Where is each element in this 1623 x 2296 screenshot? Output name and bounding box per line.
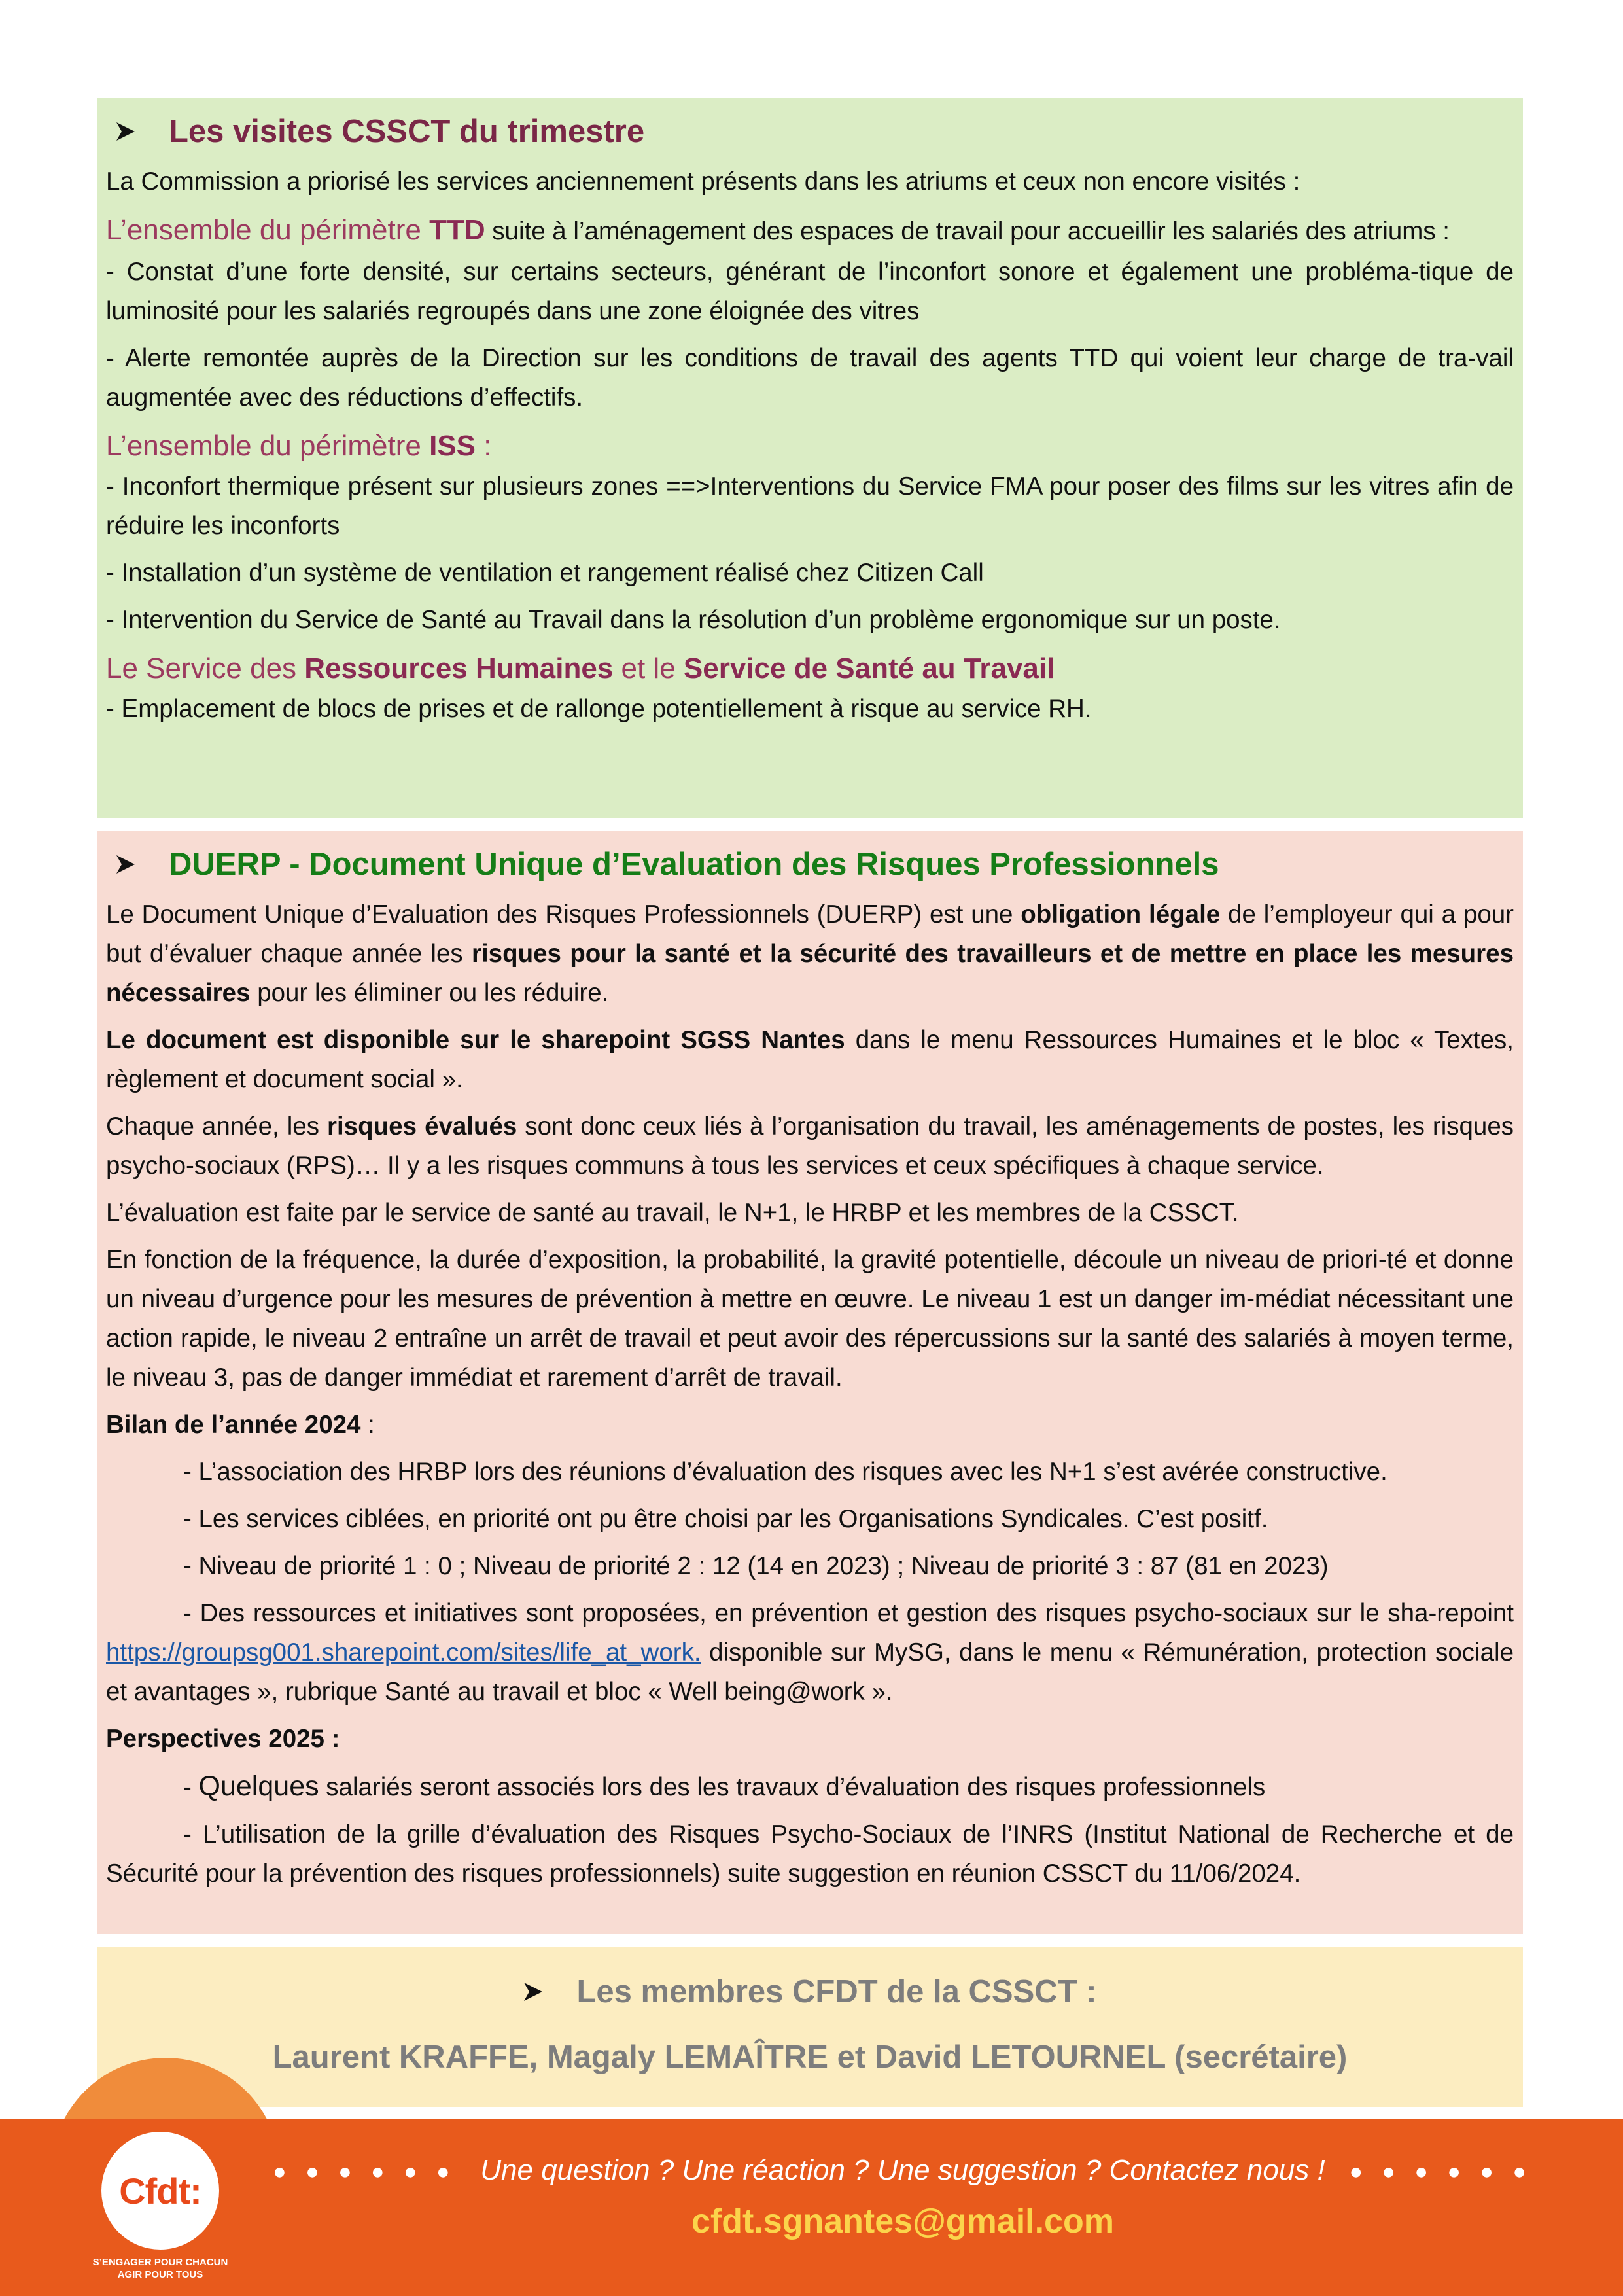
ttd-heading: L’ensemble du périmètre TTD suite à l’aménagement des espaces de travail pour accueillir les salariés des atriums : (106, 214, 1450, 246)
bilan-item: - Des ressources et initiatives sont proposées, en prévention et gestion des risques psycho-sociaux sur le sha-repoint https://groupsg001.sharepoint.com/sites/life_at_work. disponible sur MySG, dans le menu « Rémunération, protection sociale et avantages », rubrique Santé au travail et bloc « Well being@work ». (106, 1599, 1514, 1706)
section-membres (97, 1947, 1523, 2107)
duerp-paragraph-5: En fonction de la fréquence, la durée d’exposition, la probabilité, la gravité potentielle, découle un niveau de priori-té et donne un niveau d’urgence pour les mesures de prévention à mettre en œuvre. Le niveau 1 est un danger im-médiat nécessitant une action rapide, le niveau 2 entraîne un arrêt de travail et peut avoir des répercussions sur la santé des salariés à moyen terme, le niveau 3, pas de danger immédiat et rarement d’arrêt de travail. (106, 1246, 1514, 1392)
perspectives-item: - Quelques salariés seront associés lors des les travaux d’évaluation des risques professionnels (183, 1771, 1266, 1802)
duerp-paragraph-3: Chaque année, les risques évalués sont donc ceux liés à l’organisation du travail, les aménagements de postes, les risques psycho-sociaux (RPS)… Il y a les risques communs à tous les services et ceux spécifiques à chaque service. (106, 1112, 1514, 1180)
cfdt-logo-text: Cfdt: (119, 2170, 201, 2212)
bilan-item: - Niveau de priorité 1 : 0 ; Niveau de priorité 2 : 12 (14 en 2023) ; Niveau de priorité 3 : 87 (81 en 2023) (183, 1552, 1329, 1580)
duerp-paragraph-1: Le Document Unique d’Evaluation des Risques Professionnels (DUERP) est une obligation légale de l’employeur qui a pour but d’évaluer chaque année les risques pour la santé et la sécurité des travailleurs et de mettre en place les mesures nécessaires pour les éliminer ou les réduire. (106, 900, 1514, 1007)
membres-heading (97, 1973, 1523, 2010)
ttd-item: - Alerte remontée auprès de la Direction sur les conditions de travail des agents TTD qui voient leur charge de tra-vail augmentée avec des réductions d’effectifs. (106, 344, 1514, 412)
contact-email-link[interactable]: cfdt.sgnantes@gmail.com (691, 2202, 1114, 2240)
section-duerp (97, 831, 1523, 1934)
rh-heading: Le Service des Ressources Humaines et le Service de Santé au Travail (106, 652, 1055, 684)
footer-question (249, 2154, 1557, 2187)
iss-heading: L’ensemble du périmètre ISS : (106, 430, 492, 462)
sharepoint-link[interactable]: https://groupsg001.sharepoint.com/sites/life_at_work. (106, 1638, 701, 1667)
duerp-heading (106, 841, 1514, 887)
perspectives-heading: Perspectives 2025 : (106, 1725, 340, 1753)
cfdt-slogan: S’ENGAGER POUR CHACUN AGIR POUR TOUS (92, 2257, 228, 2280)
bilan-item: - L’association des HRBP lors des réunions d’évaluation des risques avec les N+1 s’est avérée constructive. (183, 1458, 1387, 1486)
membres-title: Les membres CFDT de la CSSCT : (576, 1974, 1097, 2009)
bilan-heading: Bilan de l’année 2024 : (106, 1411, 375, 1439)
footer-question-text: Une question ? Une réaction ? Une suggestion ? Contactez nous ! (480, 2154, 1325, 2186)
arrow-bullet-icon (115, 121, 136, 142)
iss-item: - Inconfort thermique présent sur plusieurs zones ==>Interventions du Service FMA pour poser des films sur les vitres afin de réduire les inconforts (106, 472, 1514, 540)
section-visites (97, 98, 1523, 818)
iss-item: - Intervention du Service de Santé au Travail dans la résolution d’un problème ergonomique sur un poste. (106, 606, 1281, 634)
arrow-bullet-icon (115, 854, 136, 875)
membres-names: Laurent KRAFFE, Magaly LEMAÎTRE et David LETOURNEL (secrétaire) (272, 2040, 1348, 2075)
ttd-item: - Constat d’une forte densité, sur certains secteurs, générant de l’inconfort sonore et également une probléma-tique de luminosité pour les salariés regroupés dans une zone éloignée des vitres (106, 258, 1514, 325)
arrow-bullet-icon (523, 1981, 544, 2002)
cfdt-logo (101, 2132, 219, 2250)
duerp-paragraph-2: Le document est disponible sur le sharepoint SGSS Nantes dans le menu Ressources Humaines et le bloc « Textes, règlement et document social ». (106, 1026, 1514, 1093)
bilan-item: - Les services ciblées, en priorité ont pu être choisi par les Organisations Syndicales. C’est positf. (183, 1505, 1268, 1533)
perspectives-item: - L’utilisation de la grille d’évaluation des Risques Psycho-Sociaux de l’INRS (Institut National de Recherche et de Sécurité pour la prévention des risques professionnels) suite suggestion en réunion CSSCT du 11/06/2024. (106, 1820, 1514, 1888)
dots-decor: ● ● ● ● ● ● (1349, 2159, 1533, 2184)
visites-intro: La Commission a priorisé les services anciennement présents dans les atriums et ceux non encore visités : (106, 168, 1300, 196)
rh-item: - Emplacement de blocs de prises et de rallonge potentiellement à risque au service RH. (106, 695, 1092, 723)
duerp-title: DUERP - Document Unique d’Evaluation des Risques Professionnels (169, 847, 1219, 882)
iss-item: - Installation d’un système de ventilation et rangement réalisé chez Citizen Call (106, 559, 984, 587)
duerp-paragraph-4: L’évaluation est faite par le service de santé au travail, le N+1, le HRBP et les membres de la CSSCT. (106, 1199, 1239, 1227)
visites-heading (106, 109, 1514, 154)
dots-decor: ● ● ● ● ● ● (273, 2159, 457, 2184)
visites-title: Les visites CSSCT du trimestre (169, 114, 645, 149)
